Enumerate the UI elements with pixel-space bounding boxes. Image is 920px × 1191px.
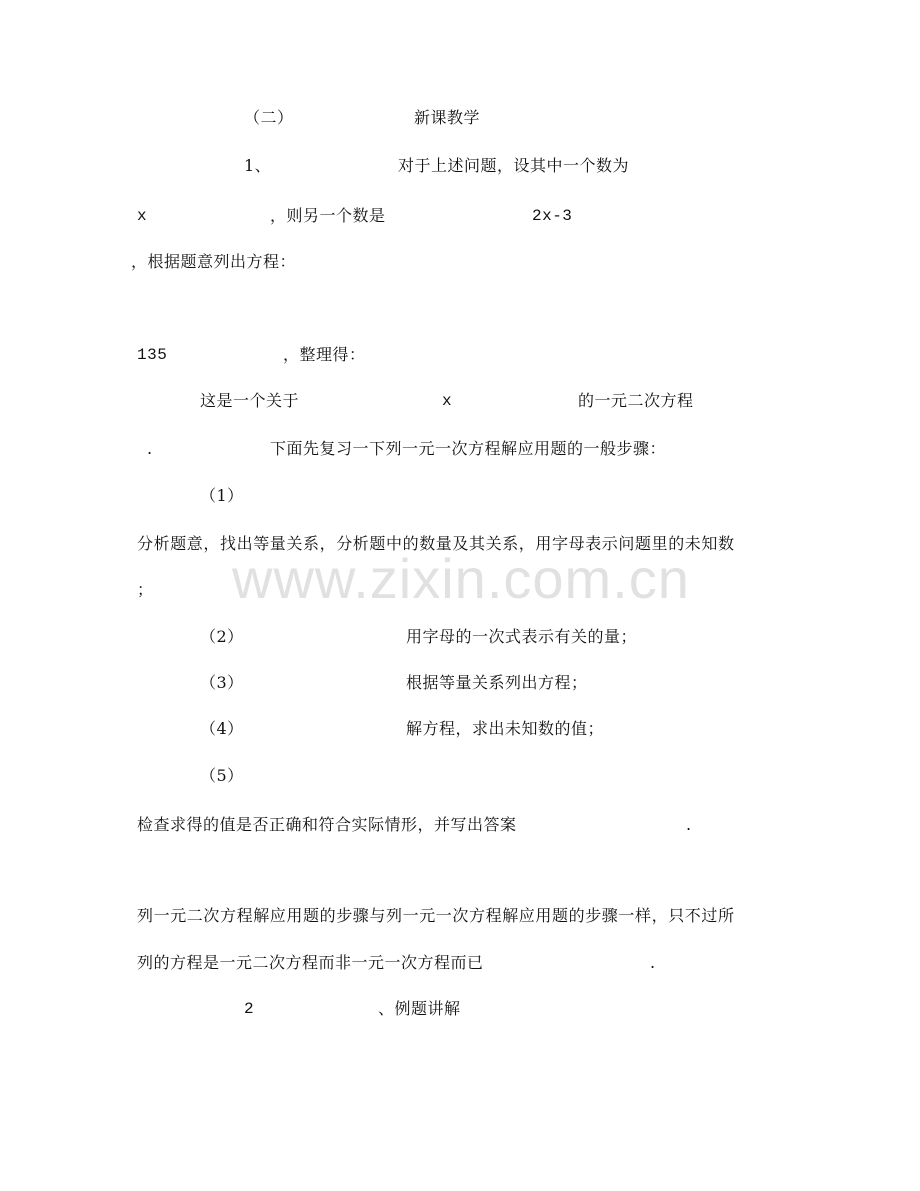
period-1: .	[147, 439, 153, 458]
section-title: 新课教学	[414, 108, 481, 127]
period-2: .	[686, 815, 692, 834]
step1-number: （1）	[200, 486, 244, 505]
step2-text: 用字母的一次式表示有关的量；	[406, 627, 638, 646]
compare-line-1: 列一元二次方程解应用题的步骤与列一元一次方程解应用题的步骤一样，只不过所	[137, 906, 735, 925]
variable-x: x	[137, 207, 148, 225]
item1-text: 对于上述问题，设其中一个数为	[398, 156, 630, 175]
review-text: 下面先复习一下列一元一次方程解应用题的一般步骤：	[270, 439, 667, 458]
step3-number: （3）	[200, 673, 244, 692]
period-3: .	[650, 953, 656, 972]
item2-text: 、例题讲解	[378, 999, 461, 1018]
equation-intro: ，根据题意列出方程：	[131, 252, 297, 271]
variable-x-2: x	[442, 392, 453, 410]
step4-number: （4）	[200, 719, 244, 738]
step1-end: ；	[137, 580, 154, 599]
step5-text: 检查求得的值是否正确和符合实际情形，并写出答案	[137, 815, 517, 834]
item1-number: 1、	[244, 156, 272, 175]
section-number: （二）	[244, 108, 294, 127]
step1-text: 分析题意，找出等量关系，分析题中的数量及其关系，用字母表示问题里的未知数	[137, 534, 735, 553]
watermark: www.zixin.com.cn	[232, 547, 690, 610]
number-135: 135	[137, 346, 168, 364]
step5-number: （5）	[200, 766, 244, 785]
step4-text: 解方程，求出未知数的值；	[406, 719, 605, 738]
compare-line-2: 列的方程是一元二次方程而非一元一次方程而已	[137, 953, 484, 972]
other-number-text: ，则另一个数是	[270, 206, 386, 225]
step3-text: 根据等量关系列出方程；	[406, 673, 588, 692]
simplify-text: ，整理得：	[283, 345, 366, 364]
about-text: 这是一个关于	[200, 391, 300, 410]
expression-2x-3: 2x-3	[532, 207, 573, 225]
step2-number: （2）	[200, 627, 244, 646]
item2-number: 2	[244, 1000, 255, 1018]
quadratic-text: 的一元二次方程	[578, 391, 694, 410]
